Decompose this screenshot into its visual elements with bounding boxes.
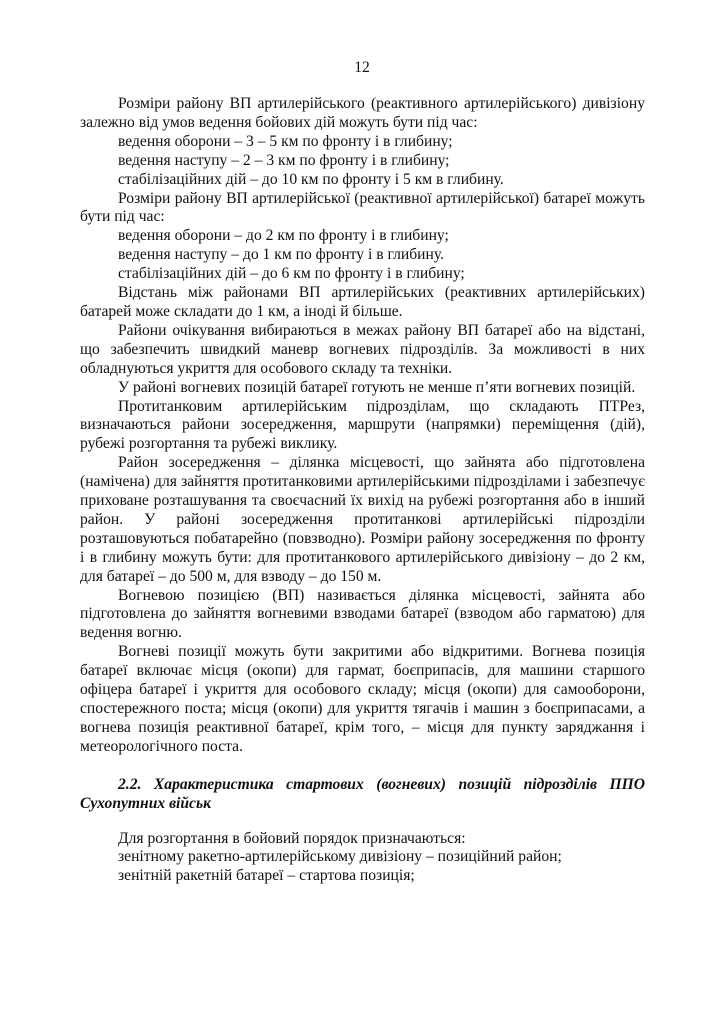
list-item: стабілізаційних дій – до 10 км по фронту і 5 км в глибину. [118,170,504,188]
page-number: 12 [354,59,370,76]
spacer [80,814,645,830]
list-item: зенітному ракетно-артилерійському дивізіону – позиційний район; [118,848,562,866]
paragraph: Для розгортання в бойовий порядок призначаються: [118,829,466,847]
paragraph: Відстань між районами ВП артилерійських (реактивних артилерійських) батарей може складати до 1 км, а іноді й більше. [80,284,645,320]
list-item: ведення наступу – 2 – 3 км по фронту і в глибину; [118,151,450,169]
list-item: ведення оборони – 3 – 5 км по фронту і в глибину; [118,132,453,150]
paragraph: Розміри району ВП артилерійського (реактивного артилерійського) дивізіону залежно від умов ведення бойових дій можуть бути під час: [80,95,645,131]
paragraph: У районі вогневих позицій батареї готують не менше п’яти вогневих позицій. [118,378,636,396]
paragraph: Райони очікування вибираються в межах району ВП батареї або на відстані, що забезпечить швидкий маневр вогневих підрозділів. За можливості в них обладнуються укриття для особового складу та техніки. [80,321,645,377]
paragraph: Розміри району ВП артилерійської (реактивної артилерійської) батареї можуть бути під час: [80,189,645,226]
list-item: ведення оборони – до 2 км по фронту і в глибину; [118,227,449,245]
list-item: зенітній ракетній батареї – стартова позиція; [118,867,415,885]
section-heading: 2.2. Характеристика стартових (вогневих) позицій підрозділів ППО Сухопутних військ [80,775,645,812]
page-body [80,95,645,886]
spacer [80,757,645,776]
paragraph: Вогневі позиції можуть бути закритими або відкритими. Вогнева позиція батареї включає місця (окопи) для гармат, боєприпасів, для машини старшого офіцера батареї і укриття для особового складу; місця (окопи) для самооборони, спостережного поста; місця (окопи) для укриття тягачів і машин з боєприпасами, а вогнева позиція реактивної батареї, крім того, – місця для пункту заряджання і метеорологічного поста. [80,643,645,755]
list-item: стабілізаційних дій – до 6 км по фронту і в глибину; [118,265,465,283]
paragraph: Район зосередження – ділянка місцевості, що зайнята або підготовлена (намічена) для зайняття протитанковими артилерійськими підрозділами і забезпечує приховане розташування та своєчасний їх вихід на рубежі розгортання або в інший район. У районі зосередження протитанкові артилерійські підрозділи розташовуються побатарейно (повзводно). Розміри району зосередження по фронту і в глибину можуть бути: для протитанкового артилерійського дивізіону – до 2 км, для батареї – до 500 м, для взводу – до 150 м. [80,454,645,585]
list-item: ведення наступу – до 1 км по фронту і в глибину. [118,246,444,264]
paragraph: Вогневою позицією (ВП) називається ділянка місцевості, зайнята або підготовлена до зайняття вогневими взводами батареї (взводом або гарматою) для ведення вогню. [80,586,645,642]
paragraph: Протитанковим артилерійським підрозділам, що складають ПТРез, визначаються райони зосередження, маршрути (напрямки) переміщення (дій), рубежі розгортання та рубежі виклику. [80,397,645,453]
